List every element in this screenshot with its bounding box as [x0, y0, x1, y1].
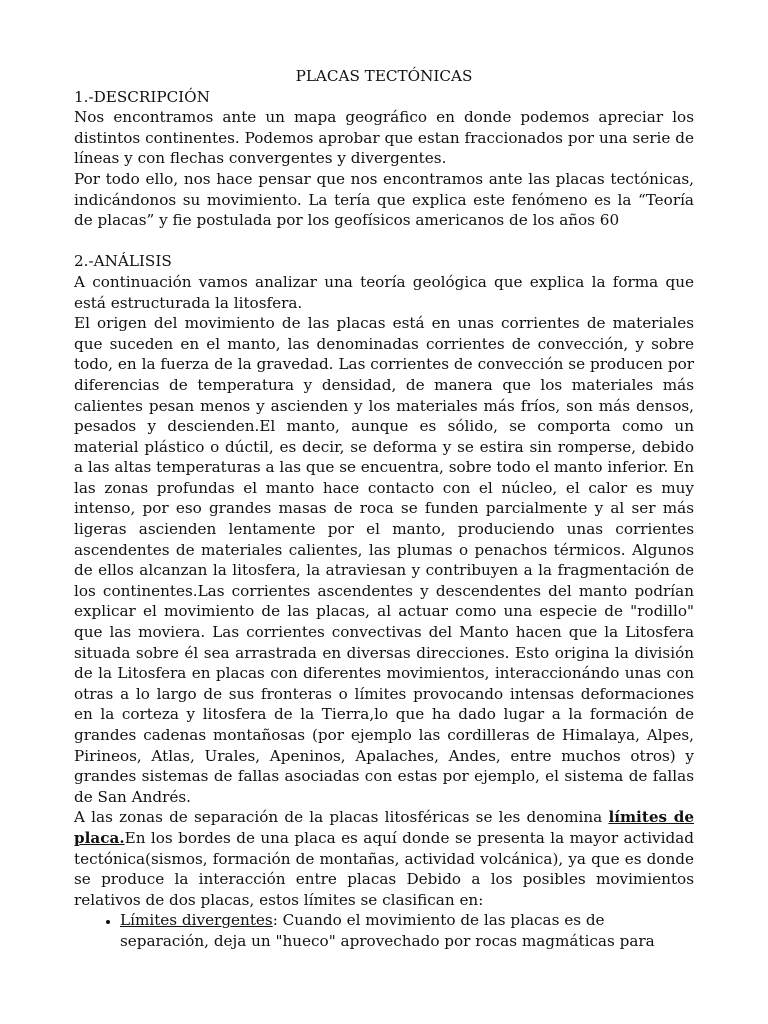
- paragraph-analisis-1: A continuación vamos analizar una teoría geológica que explica la forma que está estructurada la litosfera.: [74, 272, 694, 312]
- limites-divergentes-text: : Cuando el movimiento de las placas es de separación, deja un "hueco" aprovechado por rocas magmáticas para: [120, 911, 655, 950]
- paragraph-spacer: [74, 231, 694, 252]
- limit-types-list: [74, 910, 694, 951]
- paragraph-analisis-3-start: A las zonas de separación de la placas litosféricas se les denomina: [74, 808, 609, 827]
- paragraph-analisis-3-rest: En los bordes de una placa es aquí donde se presenta la mayor actividad tectónica(sismos, formación de montañas, actividad volcánica), ya que es donde se produce la interacción entre placas Debido a los posibles movimientos relativos de dos placas, estos límites se clasifican en:: [74, 828, 694, 909]
- list-item-limites-divergentes: [120, 910, 694, 951]
- section-heading-analisis: 2.-ANÁLISIS: [74, 252, 172, 271]
- document-title: PLACAS TECTÓNICAS: [295, 67, 473, 85]
- limites-de-placa-term: límites de placa.: [74, 808, 694, 847]
- limites-divergentes-term: Límites divergentes: [120, 911, 273, 930]
- section-heading-descripcion: 1.-DESCRIPCIÓN: [74, 87, 210, 106]
- paragraph-descripcion-1: Nos encontramos ante un mapa geográfico en donde podemos apreciar los distintos continentes. Podemos aprobar que estan fraccionados por una serie de líneas y con flechas convergentes y divergentes.: [74, 108, 694, 168]
- paragraph-analisis-3: [74, 807, 694, 910]
- paragraph-analisis-2: El origen del movimiento de las placas está en unas corrientes de materiales que suceden en el manto, las denominadas corrientes de convección, y sobre todo, en la fuerza de la gravedad. Las corrientes de convección se producen por diferencias de temperatura y densidad, de manera que los materiales más calientes pesan menos y ascienden y los materiales más fríos, son más densos, pesados y descienden.El manto, aunque es sólido, se comporta como un material plástico o dúctil, es decir, se deforma y se estira sin romperse, debido a las altas temperaturas a las que se encuentra, sobre todo el manto inferior. En las zonas profundas el manto hace contacto con el núcleo, el calor es muy intenso, por eso grandes masas de roca se funden parcialmente y al ser más ligeras ascienden lentamente por el manto, produciendo unas corrientes ascendentes de materiales calientes, las plumas o penachos térmicos. Algunos de ellos alcanzan la litosfera, la atraviesan y contribuyen a la fragmentación de los continentes.Las corrientes ascendentes y descendentes del manto podrían explicar el movimiento de las placas, al actuar como una especie de "rodillo" que las moviera. Las corrientes convectivas del Manto hacen que la Litosfera situada sobre él sea arrastrada en diversas direcciones. Esto origina la división de la Litosfera en placas con diferentes movimientos, interaccionándo unas con otras a lo largo de sus fronteras o límites provocando intensas deformaciones en la corteza y litosfera de la Tierra,lo que ha dado lugar a la formación de grandes cadenas montañosas (por ejemplo las cordilleras de Himalaya, Alpes, Pirineos, Atlas, Urales, Apeninos, Apalaches, Andes, entre muchos otros) y grandes sistemas de fallas asociadas con estas por ejemplo, el sistema de fallas de San Andrés.: [74, 314, 694, 806]
- paragraph-descripcion-2: Por todo ello, nos hace pensar que nos encontramos ante las placas tectónicas, indicándonos su movimiento. La tería que explica este fenómeno es la “Teoría de placas” y fie postulada por los geofísicos americanos de los años 60: [74, 169, 694, 230]
